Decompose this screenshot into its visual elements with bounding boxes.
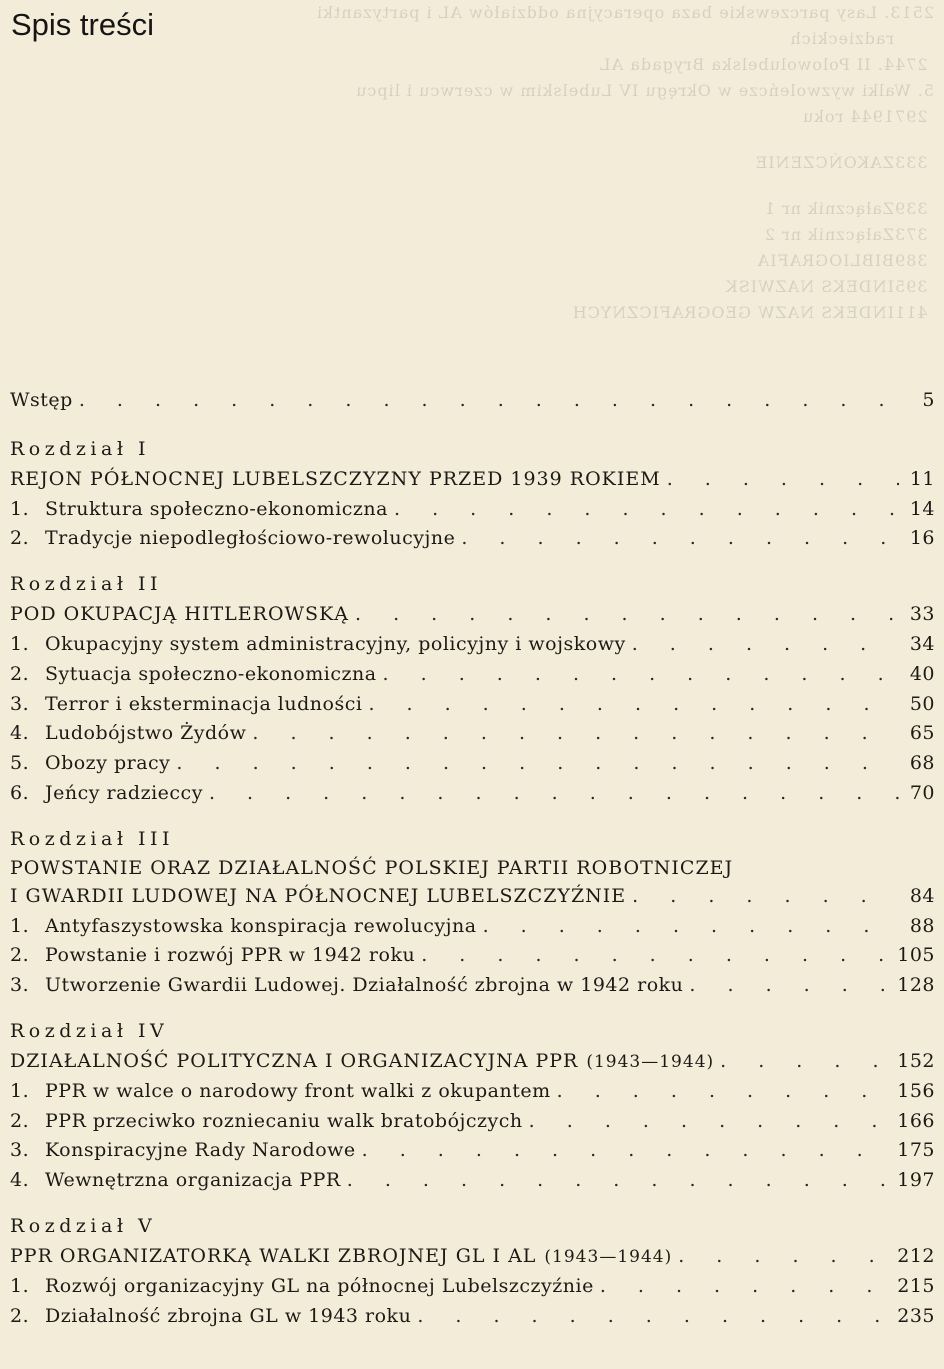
dot-leader xyxy=(383,660,899,690)
page-number: 215 xyxy=(897,1274,935,1297)
page-number: 14 xyxy=(909,497,935,520)
section-row xyxy=(10,1272,935,1302)
section-number: 2. xyxy=(10,1109,30,1132)
bleed-line: radzieckich xyxy=(789,29,894,48)
section-row xyxy=(10,1302,935,1332)
section-number: 1. xyxy=(10,914,30,937)
page-number: 5 xyxy=(922,389,935,411)
section-row xyxy=(10,630,935,660)
section-title: Obozy pracy xyxy=(45,752,171,775)
chapter-years: (1943—1944) xyxy=(586,1051,715,1072)
section-title: Jeńcy radzieccy xyxy=(45,781,203,804)
section-title: Ludobójstwo Żydów xyxy=(45,722,247,745)
section-number: 4. xyxy=(10,722,30,745)
section-number: 1. xyxy=(10,632,30,655)
section-number: 2. xyxy=(10,662,30,685)
dot-leader xyxy=(362,1136,892,1166)
chapter-heading: Rozdział IV xyxy=(10,1019,169,1042)
chapter-title: I GWARDII LUDOWEJ NA PÓŁNOCNEJ LUBELSZCZYŹNIE xyxy=(10,884,627,907)
section-number: 1. xyxy=(10,1079,30,1102)
toc-entry-title: Wstęp xyxy=(10,389,73,411)
page-number: 175 xyxy=(897,1139,935,1162)
chapter-heading: Rozdział II xyxy=(10,573,163,596)
page-number: 156 xyxy=(897,1079,935,1102)
page-number: 33 xyxy=(909,603,935,626)
bleed-line: 251 3. Lasy parczewskie baza operacyjna oddziałów AL i partyzantki xyxy=(316,3,934,22)
chapter-title: DZIAŁALNOŚĆ POLITYCZNA I ORGANIZACYJNA PPR xyxy=(10,1049,579,1072)
page-title: Spis treści xyxy=(11,7,154,42)
section-number: 3. xyxy=(10,1139,30,1162)
section-title: Wewnętrzna organizacja PPR xyxy=(45,1169,341,1192)
section-row xyxy=(10,524,935,554)
page-number: 34 xyxy=(909,632,935,655)
section-title: Utworzenie Gwardii Ludowej. Działalność zbrojna w 1942 roku xyxy=(45,974,684,997)
bleed-line: 297 1944 roku xyxy=(801,107,928,126)
page-number: 105 xyxy=(897,944,935,967)
bleed-line: 389 BIBLIOGRAFIA xyxy=(756,251,928,270)
section-row xyxy=(10,690,935,720)
section-row xyxy=(10,1166,935,1196)
chapter-title-row xyxy=(10,465,935,495)
section-title: PPR przeciwko rozniecaniu walk bratobójczych xyxy=(45,1109,523,1132)
page-number: 84 xyxy=(909,884,935,907)
section-row xyxy=(10,495,935,525)
chapter-title: POWSTANIE ORAZ DZIAŁALNOŚĆ POLSKIEJ PARTII ROBOTNICZEJ xyxy=(10,856,734,879)
dot-leader xyxy=(461,524,899,554)
table-of-contents xyxy=(10,386,935,1331)
page-number: 128 xyxy=(897,974,935,997)
section-row xyxy=(10,912,935,942)
section-row xyxy=(10,749,935,779)
section-row xyxy=(10,941,935,971)
page-number: 212 xyxy=(897,1244,935,1267)
page-number: 40 xyxy=(909,662,935,685)
section-title: Antyfaszystowska konspiracja rewolucyjna xyxy=(45,914,477,937)
dot-leader xyxy=(529,1107,892,1137)
section-number: 6. xyxy=(10,781,30,804)
dot-leader xyxy=(347,1166,891,1196)
chapter-years: (1943—1944) xyxy=(544,1246,673,1267)
chapter-title-row xyxy=(10,1242,935,1272)
dot-leader xyxy=(632,882,899,912)
page-number: 16 xyxy=(909,527,935,550)
section-number: 2. xyxy=(10,527,30,550)
section-title: Konspiracyjne Rady Narodowe xyxy=(45,1139,356,1162)
section-title: Powstanie i rozwój PPR w 1942 roku xyxy=(45,944,416,967)
dot-leader xyxy=(557,1077,892,1107)
chapter-title: PPR ORGANIZATORKĄ WALKI ZBROJNEJ GL I AL xyxy=(10,1244,537,1267)
dot-leader xyxy=(79,386,899,416)
section-number: 4. xyxy=(10,1169,30,1192)
section-title: Okupacyjny system administracyjny, policyjny i wojskowy xyxy=(45,632,626,655)
dot-leader xyxy=(689,971,891,1001)
section-row xyxy=(10,1136,935,1166)
page-number: 65 xyxy=(909,722,935,745)
section-title: Tradycje niepodległościowo-rewolucyjne xyxy=(45,527,456,550)
chapter-title-row xyxy=(10,1047,935,1077)
bleed-through-text xyxy=(316,0,934,326)
chapter-title-row xyxy=(10,855,935,882)
section-number: 2. xyxy=(10,944,30,967)
section-number: 2. xyxy=(10,1304,30,1327)
dot-leader xyxy=(355,600,899,630)
section-row xyxy=(10,660,935,690)
section-title: Działalność zbrojna GL w 1943 roku xyxy=(45,1304,412,1327)
page-number: 166 xyxy=(897,1109,935,1132)
section-row xyxy=(10,971,935,1001)
bleed-line: 333 ZAKOŃCZENIE xyxy=(754,153,928,172)
chapter-title-row xyxy=(10,882,935,912)
bleed-line: 373 Załącznik nr 2 xyxy=(763,225,928,244)
chapter-title-row xyxy=(10,600,935,630)
page-number: 152 xyxy=(897,1049,935,1072)
section-row xyxy=(10,1077,935,1107)
dot-leader xyxy=(678,1242,891,1272)
dot-leader xyxy=(600,1272,891,1302)
dot-leader xyxy=(368,690,899,720)
bleed-line: 274 4. II Polowolubelska Brygada AL xyxy=(599,55,928,74)
section-title: Terror i eksterminacja ludności xyxy=(45,692,363,715)
chapter-title: POD OKUPACJĄ HITLEROWSKĄ xyxy=(10,603,349,626)
section-row xyxy=(10,719,935,749)
dot-leader xyxy=(421,941,891,971)
section-title: Sytuacja społeczno-ekonomiczna xyxy=(45,662,377,685)
bleed-line: 411 INDEKS NAZW GEOGRAFICZNYCH xyxy=(571,303,928,322)
chapter-heading: Rozdział V xyxy=(10,1214,157,1237)
section-number: 3. xyxy=(10,974,30,997)
section-number: 3. xyxy=(10,692,30,715)
chapter-heading: Rozdział I xyxy=(10,437,151,460)
bleed-line: 395 INDEKS NAZWISK xyxy=(724,277,928,296)
section-title: PPR w walce o narodowy front walki z okupantem xyxy=(45,1079,551,1102)
section-row xyxy=(10,1107,935,1137)
section-title: Struktura społeczno-ekonomiczna xyxy=(45,497,388,520)
chapter-title: REJON PÓŁNOCNEJ LUBELSZCZYZNY PRZED 1939 ROKIEM xyxy=(10,467,661,490)
section-number: 5. xyxy=(10,752,30,775)
page-number: 68 xyxy=(909,752,935,775)
page-number: 235 xyxy=(897,1304,935,1327)
dot-leader xyxy=(483,912,899,942)
bleed-line: 339 Załącznik nr 1 xyxy=(763,199,928,218)
toc-entry-intro xyxy=(10,386,935,416)
page-number: 197 xyxy=(897,1169,935,1192)
section-row xyxy=(10,779,935,809)
section-number: 1. xyxy=(10,1274,30,1297)
dot-leader xyxy=(720,1047,891,1077)
page-number: 70 xyxy=(909,781,935,804)
page-number: 50 xyxy=(909,692,935,715)
dot-leader xyxy=(394,495,899,525)
chapter-heading: Rozdział III xyxy=(10,827,175,850)
page-number: 88 xyxy=(909,914,935,937)
section-number: 1. xyxy=(10,497,30,520)
page-number: 11 xyxy=(909,467,935,490)
dot-leader xyxy=(252,719,899,749)
dot-leader xyxy=(632,630,899,660)
dot-leader xyxy=(417,1302,891,1332)
section-title: Rozwój organizacyjny GL na północnej Lubelszczyźnie xyxy=(45,1274,594,1297)
bleed-line: 5. Walki wyzwoleńcze w Okręgu IV Lubelskim w czerwcu i lipcu xyxy=(355,81,934,100)
dot-leader xyxy=(176,749,899,779)
dot-leader xyxy=(209,779,899,809)
dot-leader xyxy=(667,465,899,495)
